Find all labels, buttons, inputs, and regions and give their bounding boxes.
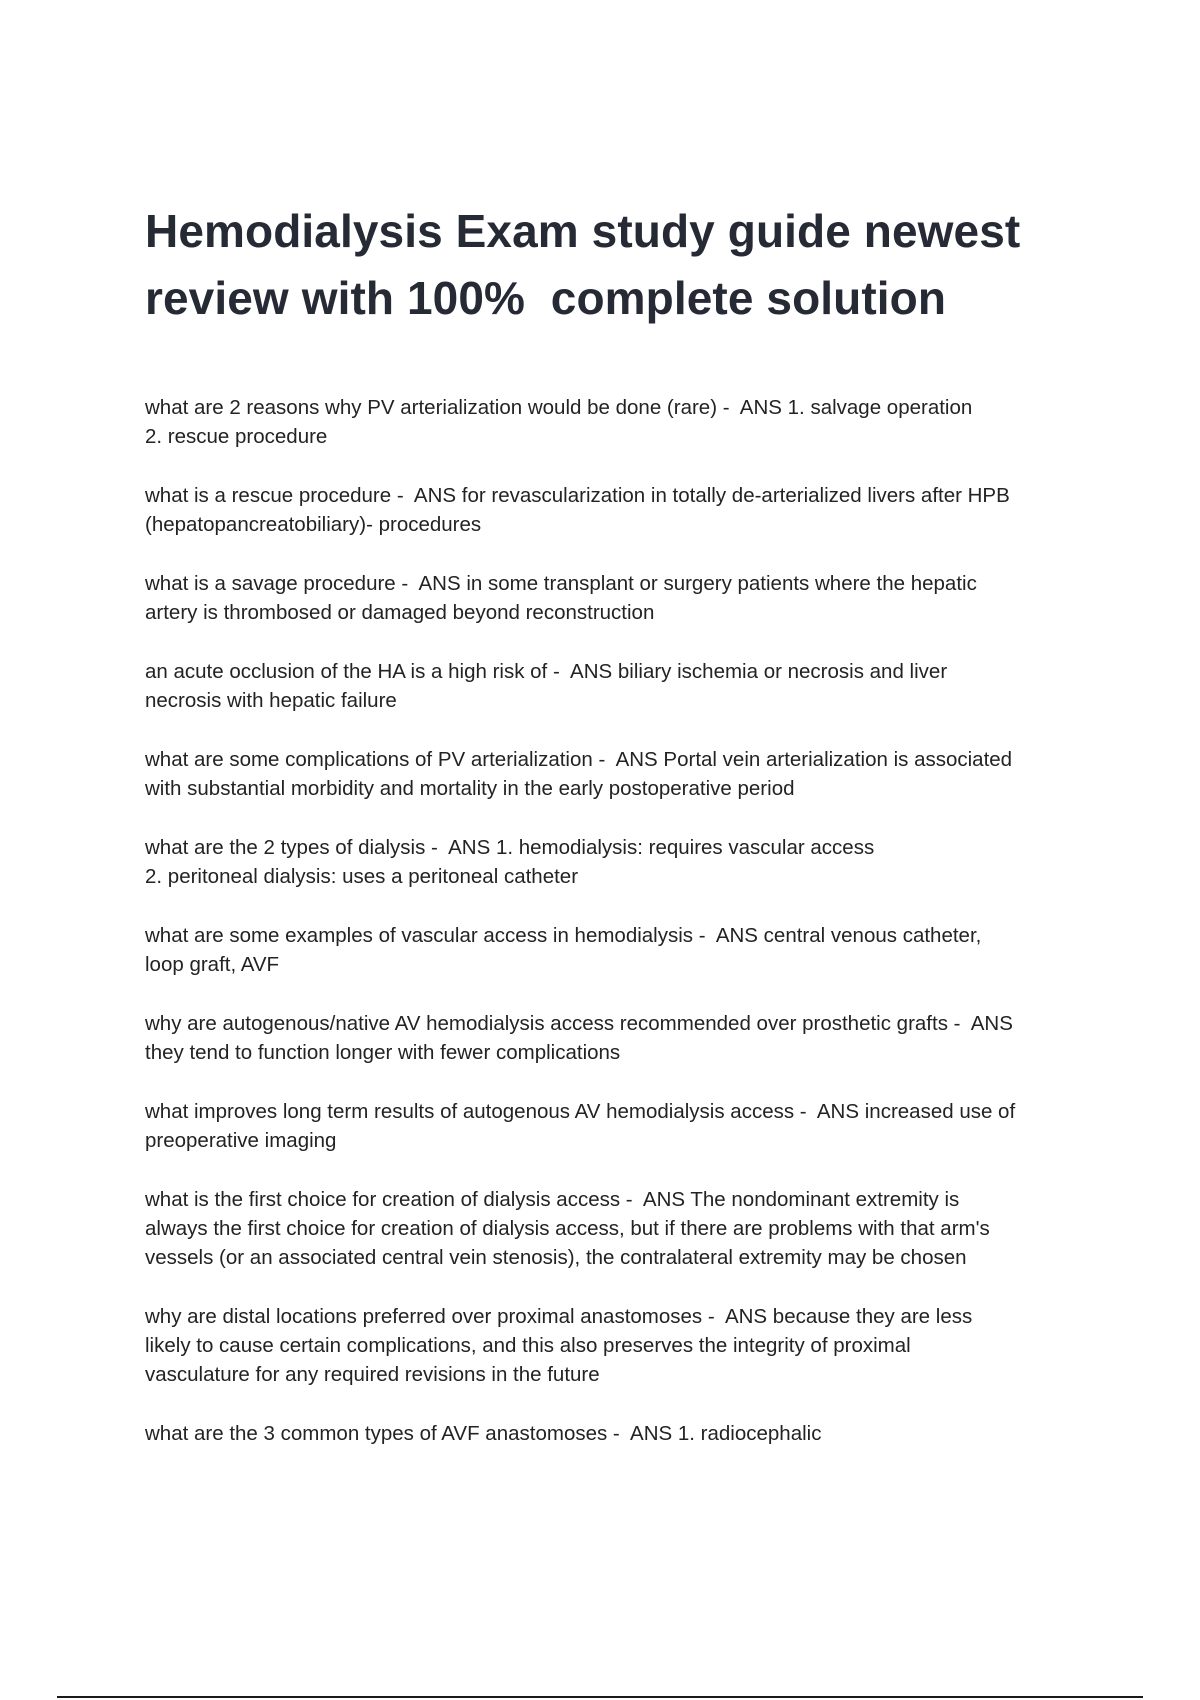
qa-entry-7 [145, 921, 1095, 979]
qa-entry-line: necrosis with hepatic failure [145, 689, 397, 712]
qa-entry-6 [145, 833, 1095, 891]
title-line-1: Hemodialysis Exam study guide newest [145, 205, 1021, 257]
qa-entry-line: what are 2 reasons why PV arterialization would be done (rare) - ANS 1. salvage operation [145, 396, 973, 419]
qa-entry-line: an acute occlusion of the HA is a high risk of - ANS biliary ischemia or necrosis and liver [145, 660, 948, 683]
qa-entry-10 [145, 1185, 1095, 1272]
qa-entry-line: what improves long term results of autogenous AV hemodialysis access - ANS increased use of [145, 1100, 1016, 1123]
qa-entry-4 [145, 657, 1095, 715]
qa-entry-1 [145, 393, 1095, 451]
qa-entry-line: artery is thrombosed or damaged beyond reconstruction [145, 601, 655, 624]
qa-entry-line: what are some complications of PV arterialization - ANS Portal vein arterialization is associated [145, 748, 1013, 771]
qa-entry-line: with substantial morbidity and mortality in the early postoperative period [145, 777, 795, 800]
qa-entry-line: 2. rescue procedure [145, 425, 328, 448]
page-bottom-rule [57, 1696, 1143, 1698]
qa-entry-8 [145, 1009, 1095, 1067]
qa-entry-11 [145, 1302, 1095, 1389]
title-line-2: review with 100% complete solution [145, 272, 947, 324]
qa-entry-line: what are some examples of vascular access in hemodialysis - ANS central venous catheter, [145, 924, 982, 947]
qa-entry-12 [145, 1419, 1095, 1448]
qa-entry-line: (hepatopancreatobiliary)- procedures [145, 513, 482, 536]
qa-entry-9 [145, 1097, 1095, 1155]
question-answer-list [145, 393, 1095, 1478]
qa-entry-line: likely to cause certain complications, and this also preserves the integrity of proximal [145, 1334, 911, 1357]
qa-entry-line: vasculature for any required revisions in the future [145, 1363, 600, 1386]
qa-entry-line: vessels (or an associated central vein stenosis), the contralateral extremity may be chosen [145, 1246, 967, 1269]
qa-entry-line: what is a rescue procedure - ANS for revascularization in totally de-arterialized livers after HPB [145, 484, 1010, 507]
qa-entry-line: always the first choice for creation of dialysis access, but if there are problems with that arm's [145, 1217, 990, 1240]
qa-entry-line: what are the 2 types of dialysis - ANS 1. hemodialysis: requires vascular access [145, 836, 875, 859]
qa-entry-2 [145, 481, 1095, 539]
qa-entry-line: what is the first choice for creation of dialysis access - ANS The nondominant extremity is [145, 1188, 960, 1211]
qa-entry-line: what is a savage procedure - ANS in some transplant or surgery patients where the hepatic [145, 572, 977, 595]
page-title [145, 198, 1105, 332]
qa-entry-line: what are the 3 common types of AVF anastomoses - ANS 1. radiocephalic [145, 1422, 822, 1445]
qa-entry-3 [145, 569, 1095, 627]
qa-entry-line: 2. peritoneal dialysis: uses a peritoneal catheter [145, 865, 579, 888]
qa-entry-line: preoperative imaging [145, 1129, 337, 1152]
qa-entry-5 [145, 745, 1095, 803]
qa-entry-line: why are distal locations preferred over proximal anastomoses - ANS because they are less [145, 1305, 973, 1328]
qa-entry-line: why are autogenous/native AV hemodialysis access recommended over prosthetic grafts - ANS [145, 1012, 1013, 1035]
qa-entry-line: loop graft, AVF [145, 953, 280, 976]
qa-entry-line: they tend to function longer with fewer complications [145, 1041, 621, 1064]
